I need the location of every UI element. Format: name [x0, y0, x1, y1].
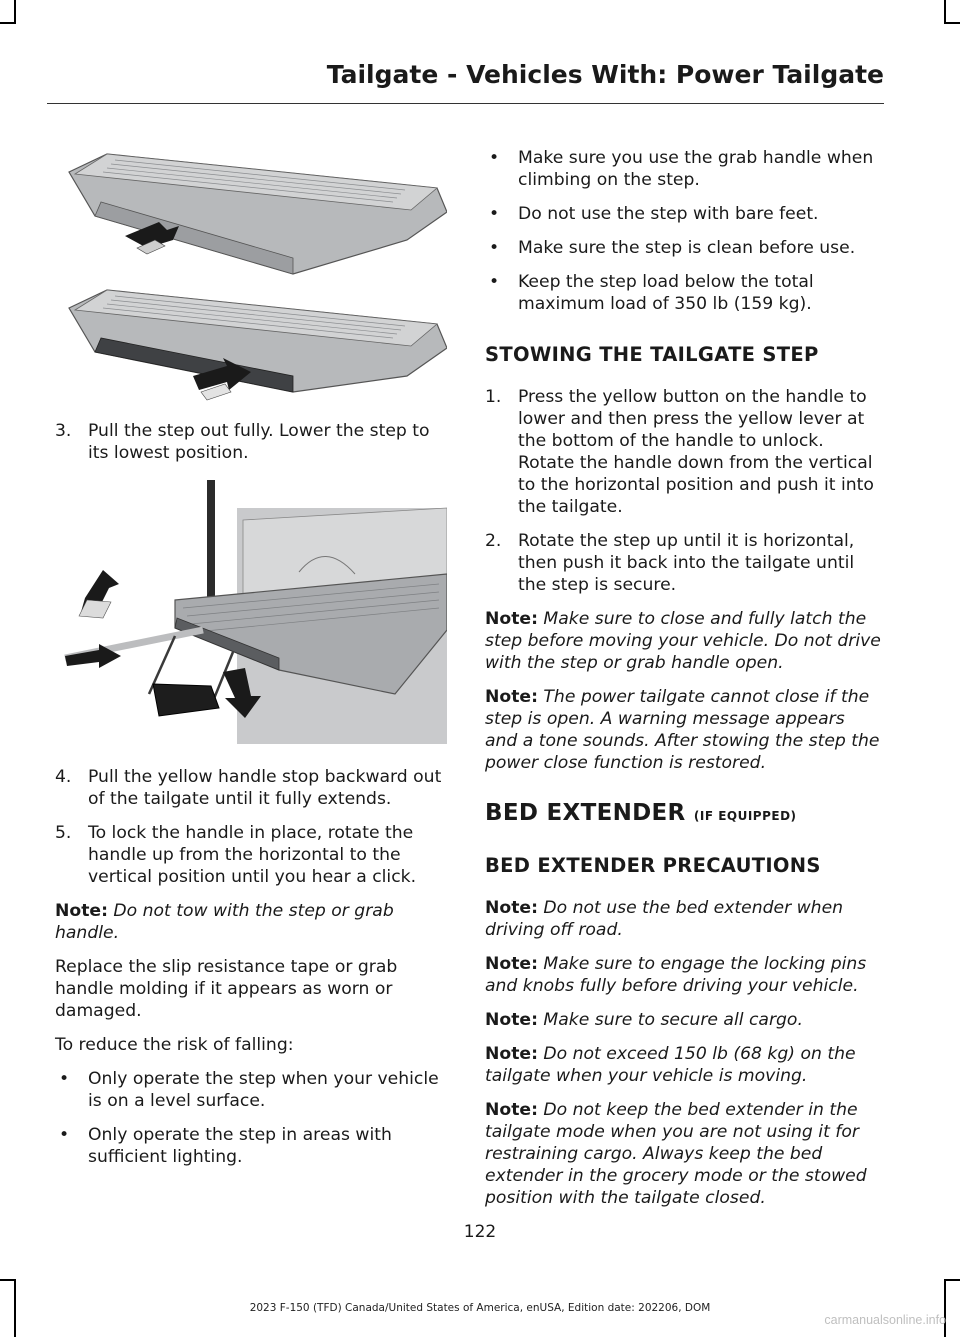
list-item: • Only operate the step in areas with sufficient lighting. [59, 1125, 392, 1167]
crop-mark-top-right-h [944, 22, 960, 24]
note-label: Note: [485, 609, 538, 629]
note-text: Do not exceed 150 lb (68 kg) on the tailgate when your vehicle is moving. [485, 1044, 856, 1086]
note-label: Note: [485, 1010, 538, 1030]
list-item: • Do not use the step with bare feet. [489, 204, 819, 224]
bullet-text: Do not use the step with bare feet. [518, 204, 819, 224]
header-divider [47, 103, 884, 104]
note-label: Note: [55, 901, 108, 921]
step-4-text: Pull the yellow handle stop backward out of the tailgate until it fully extends. [88, 767, 442, 809]
stow-step-1-text: Press the yellow button on the handle to lower and then press the yellow lever at the bottom of the handle to unlock. Rotate the handle down from the vertical to the horizontal position and push it into the tailgate. [518, 387, 874, 517]
bed-extender-title: BED EXTENDER [485, 800, 686, 826]
note-text: The power tailgate cannot close if the step is open. A warning message appears and a tone sounds. After stowing the step the power close function is restored. [485, 687, 880, 773]
bullet-text: Keep the step load below the total maximum load of 350 lb (159 kg). [518, 272, 814, 314]
note-text: Do not keep the bed extender in the tailgate mode when you are not using it for restraining cargo. Always keep the bed extender in the grocery mode or the stowed position with the tailgate closed. [485, 1100, 867, 1208]
crop-mark-bottom-right-h [944, 1279, 960, 1281]
list-item: • Make sure the step is clean before use. [489, 238, 856, 258]
crop-mark-top-right-v [944, 0, 946, 24]
note-label: Note: [485, 954, 538, 974]
bullet-text: Only operate the step in areas with sufficient lighting. [88, 1125, 392, 1167]
if-equipped-label: (IF EQUIPPED) [693, 809, 797, 823]
note-label: Note: [485, 1044, 538, 1064]
step-number: 1. [485, 387, 502, 407]
crop-mark-top-left-h [0, 22, 16, 24]
note-label: Note: [485, 898, 538, 918]
step-number: 2. [485, 531, 502, 551]
note-text: Do not tow with the step or grab handle. [55, 901, 394, 943]
bed-extender-heading [485, 800, 881, 826]
step-5-text: To lock the handle in place, rotate the handle up from the horizontal to the vertical position until you hear a click. [88, 823, 417, 887]
footer-edition-info: 2023 F-150 (TFD) Canada/United States of America, enUSA, Edition date: 202206, DOM [249, 1302, 711, 1314]
paragraph-reduce-risk: To reduce the risk of falling: [55, 1035, 294, 1055]
list-item: • Keep the step load below the total maximum load of 350 lb (159 kg). [489, 272, 814, 314]
list-item: • Only operate the step when your vehicle is on a level surface. [59, 1069, 439, 1111]
right-column [485, 147, 881, 1221]
step-number: 3. [55, 421, 72, 441]
stowing-heading: STOWING THE TAILGATE STEP [485, 343, 819, 366]
bullet-text: Make sure the step is clean before use. [518, 238, 856, 258]
page-title: Tailgate - Vehicles With: Power Tailgate [326, 60, 884, 89]
step-3-text: Pull the step out fully. Lower the step to its lowest position. [88, 421, 430, 463]
bullet-text: Make sure you use the grab handle when climbing on the step. [518, 148, 874, 190]
note-text: Do not use the bed extender when driving off road. [485, 898, 844, 940]
list-item: • Make sure you use the grab handle when climbing on the step. [489, 148, 874, 190]
bullet-text: Only operate the step when your vehicle is on a level surface. [88, 1069, 439, 1111]
stow-step-2-text: Rotate the step up until it is horizontal, then push it back into the tailgate until the step is secure. [518, 531, 855, 595]
note-text: Make sure to secure all cargo. [543, 1010, 803, 1030]
crop-mark-bottom-left-h [0, 1279, 16, 1281]
tailgate-step-illustration [55, 140, 447, 402]
precautions-heading: BED EXTENDER PRECAUTIONS [485, 854, 821, 877]
paragraph-replace-tape: Replace the slip resistance tape or grab handle molding if it appears as worn or damaged. [55, 957, 398, 1021]
note-label: Note: [485, 1100, 538, 1120]
step-number: 4. [55, 767, 72, 787]
left-column [55, 140, 447, 1180]
crop-mark-top-left-v [14, 0, 16, 24]
watermark: carmanualsonline.info [824, 1313, 946, 1327]
note-text: Make sure to close and fully latch the step before moving your vehicle. Do not drive with the step or grab handle open. [485, 609, 881, 673]
note-label: Note: [485, 687, 538, 707]
page-number: 122 [463, 1222, 497, 1242]
step-lowered-illustration [55, 480, 447, 748]
note-text: Make sure to engage the locking pins and knobs fully before driving your vehicle. [485, 954, 867, 996]
step-number: 5. [55, 823, 72, 843]
